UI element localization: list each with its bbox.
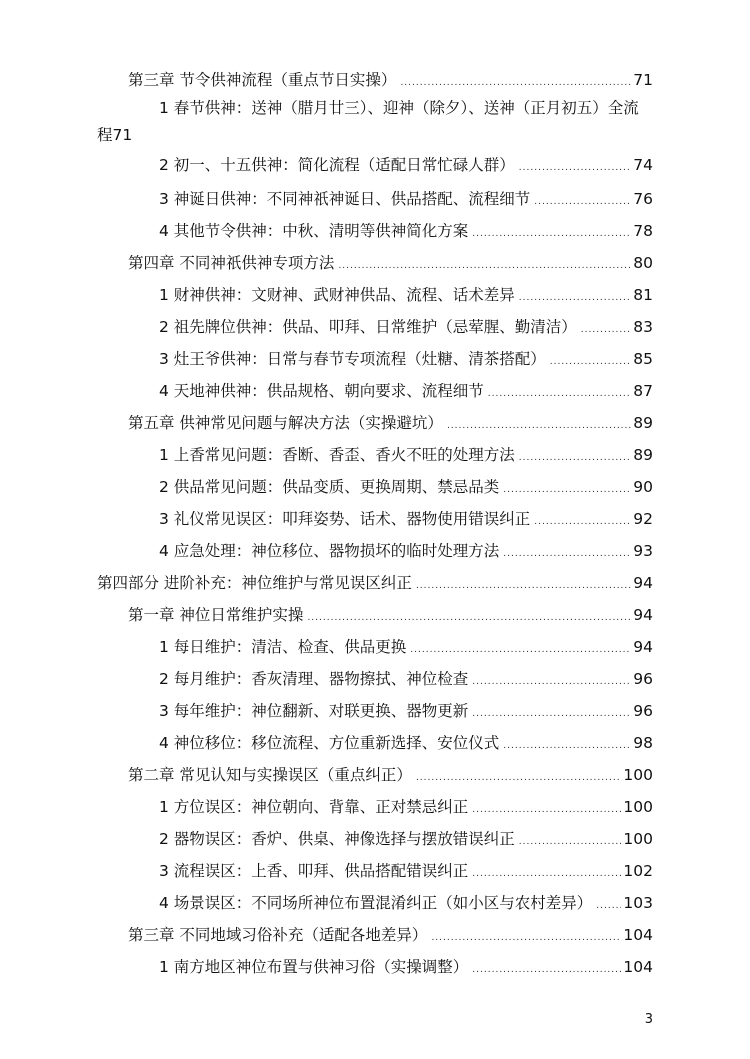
toc-entry[interactable]: [159, 669, 653, 692]
toc-entry-title: 3 每年维护：神位翻新、对联更换、器物更新: [159, 702, 469, 720]
toc-entry[interactable]: [159, 541, 653, 564]
toc-entry[interactable]: [128, 253, 653, 276]
toc-entry-page: 78: [633, 222, 653, 240]
toc-entry-page: 104: [623, 958, 653, 976]
toc-entry[interactable]: [159, 349, 653, 372]
toc-entry-page: 83: [633, 318, 653, 336]
toc-entry-title: 第三章 节令供神流程（重点节日实操）: [128, 71, 397, 89]
toc-entry[interactable]: [128, 925, 653, 948]
toc-entry-page: 96: [633, 670, 653, 688]
toc-entry[interactable]: [159, 381, 653, 404]
dot-leader: [534, 512, 631, 532]
toc-entry-page: 100: [623, 798, 653, 816]
toc-entry-title: 2 每月维护：香灰清理、器物擦拭、神位检查: [159, 670, 469, 688]
toc-entry-title: 1 上香常见问题：香断、香歪、香火不旺的处理方法: [159, 446, 515, 464]
toc-entry-title-continued: 程: [97, 126, 113, 144]
toc-entry-title: 4 天地神供神：供品规格、朝向要求、流程细节: [159, 382, 484, 400]
dot-leader: [519, 448, 631, 468]
toc-entry-page: 92: [633, 510, 653, 528]
toc-entry-title: 3 礼仪常见误区：叩拜姿势、话术、器物使用错误纠正: [159, 510, 531, 528]
toc-entry-title: 第一章 神位日常维护实操: [128, 606, 304, 624]
toc-entry[interactable]: [159, 155, 653, 178]
toc-entry[interactable]: [159, 477, 653, 500]
toc-entry-page: 80: [633, 254, 653, 272]
toc-entry-title: 2 初一、十五供神：简化流程（适配日常忙碌人群）: [159, 156, 515, 174]
toc-entry[interactable]: [159, 637, 653, 660]
toc-entry-title: 1 财神供神：文财神、武财神供品、流程、话术差异: [159, 286, 515, 304]
toc-entry[interactable]: [159, 861, 653, 884]
toc-entry-title: 1 南方地区神位布置与供神习俗（实操调整）: [159, 958, 469, 976]
toc-entry-page: 85: [633, 350, 653, 368]
toc-entry-continuation: [97, 125, 653, 145]
dot-leader: [488, 384, 631, 404]
toc-entry-title: 第四部分 进阶补充：神位维护与常见误区纠正: [97, 574, 412, 592]
toc-entry-title: 3 神诞日供神：不同神祇神诞日、供品搭配、流程细节: [159, 190, 531, 208]
page-number: 3: [644, 1012, 653, 1027]
dot-leader: [472, 672, 631, 692]
toc-entry[interactable]: [159, 893, 653, 916]
dot-leader: [416, 768, 621, 788]
toc-entry[interactable]: [128, 605, 653, 628]
dot-leader: [519, 288, 631, 308]
toc-entry-page: 81: [633, 286, 653, 304]
toc-entry-page: 71: [633, 71, 653, 89]
dot-leader: [550, 352, 631, 372]
toc-entry-title: 第四章 不同神祇供神专项方法: [128, 254, 335, 272]
dot-leader: [472, 960, 621, 980]
toc-entry-title: 4 场景误区：不同场所神位布置混淆纠正（如小区与农村差异）: [159, 894, 593, 912]
toc-entry-page: 76: [633, 190, 653, 208]
dot-leader: [472, 800, 621, 820]
dot-leader: [472, 704, 631, 724]
toc-entry-title: 1 每日维护：清洁、检查、供品更换: [159, 638, 407, 656]
dot-leader: [307, 608, 631, 628]
toc-entry-page: 89: [633, 414, 653, 432]
toc-entry-page: 90: [633, 478, 653, 496]
toc-entry[interactable]: [159, 733, 653, 756]
toc-entry[interactable]: [159, 221, 653, 244]
toc-entry-title: 4 其他节令供神：中秋、清明等供神简化方案: [159, 222, 469, 240]
toc-entry[interactable]: [128, 413, 653, 436]
toc-entry[interactable]: [159, 189, 653, 212]
dot-leader: [534, 192, 631, 212]
toc-entry[interactable]: [159, 317, 653, 340]
toc-entry[interactable]: [159, 285, 653, 308]
dot-leader: [519, 158, 631, 178]
dot-leader: [503, 480, 631, 500]
toc-entry-page: 94: [633, 638, 653, 656]
toc-entry[interactable]: [128, 765, 653, 788]
toc-entry[interactable]: [159, 957, 653, 980]
toc-entry-title: 4 应急处理：神位移位、器物损坏的临时处理方法: [159, 542, 500, 560]
dot-leader: [503, 736, 631, 756]
dot-leader: [581, 320, 631, 340]
toc-entry-page: 103: [623, 894, 653, 912]
toc-entry-title: 2 器物误区：香炉、供桌、神像选择与摆放错误纠正: [159, 830, 515, 848]
toc-entry-title: 3 灶王爷供神：日常与春节专项流程（灶糖、清茶搭配）: [159, 350, 546, 368]
dot-leader: [596, 896, 621, 916]
toc-entry-page: 102: [623, 862, 653, 880]
dot-leader: [472, 864, 621, 884]
toc-entry-page: 94: [633, 574, 653, 592]
dot-leader: [431, 928, 621, 948]
toc-entry-page: 89: [633, 446, 653, 464]
toc-entry-title: 4 神位移位：移位流程、方位重新选择、安位仪式: [159, 734, 500, 752]
dot-leader: [519, 832, 622, 852]
dot-leader: [416, 576, 631, 596]
toc-entry[interactable]: [159, 445, 653, 468]
dot-leader: [503, 544, 631, 564]
toc-entry-title: 2 供品常见问题：供品变质、更换周期、禁忌品类: [159, 478, 500, 496]
toc-entry[interactable]: [159, 797, 653, 820]
toc-entry-title: 第三章 不同地域习俗补充（适配各地差异）: [128, 926, 428, 944]
toc-entry-title: 3 流程误区：上香、叩拜、供品搭配错误纠正: [159, 862, 469, 880]
toc-entry-page: 104: [623, 926, 653, 944]
dot-leader: [447, 416, 631, 436]
toc-entry-page: 94: [633, 606, 653, 624]
toc-entry-title: 1 春节供神：送神（腊月廿三）、迎神（除夕）、送神（正月初五）全流: [159, 99, 639, 117]
toc-entry-title: 第二章 常见认知与实操误区（重点纠正）: [128, 766, 412, 784]
toc-entry-title: 2 祖先牌位供神：供品、叩拜、日常维护（忌荤腥、勤清洁）: [159, 318, 577, 336]
toc-entry[interactable]: [159, 829, 653, 852]
toc-entry-title: 第五章 供神常见问题与解决方法（实操避坑）: [128, 414, 443, 432]
toc-entry-title: 1 方位误区：神位朝向、背靠、正对禁忌纠正: [159, 798, 469, 816]
dot-leader: [410, 640, 631, 660]
dot-leader: [400, 73, 631, 93]
toc-entry[interactable]: [159, 509, 653, 532]
toc-entry-page: 100: [623, 766, 653, 784]
toc-entry-page: 93: [633, 542, 653, 560]
toc-entry-page: 96: [633, 702, 653, 720]
toc-entry[interactable]: [128, 70, 653, 93]
toc-entry-page: 74: [633, 156, 653, 174]
toc-entry-page: 98: [633, 734, 653, 752]
toc-entry-page: 71: [112, 126, 133, 144]
toc-entry-page: 100: [623, 830, 653, 848]
dot-leader: [338, 256, 631, 276]
dot-leader: [472, 224, 631, 244]
toc-entry[interactable]: [97, 573, 653, 596]
toc-entry-page: 87: [633, 382, 653, 400]
toc-entry[interactable]: [159, 701, 653, 724]
